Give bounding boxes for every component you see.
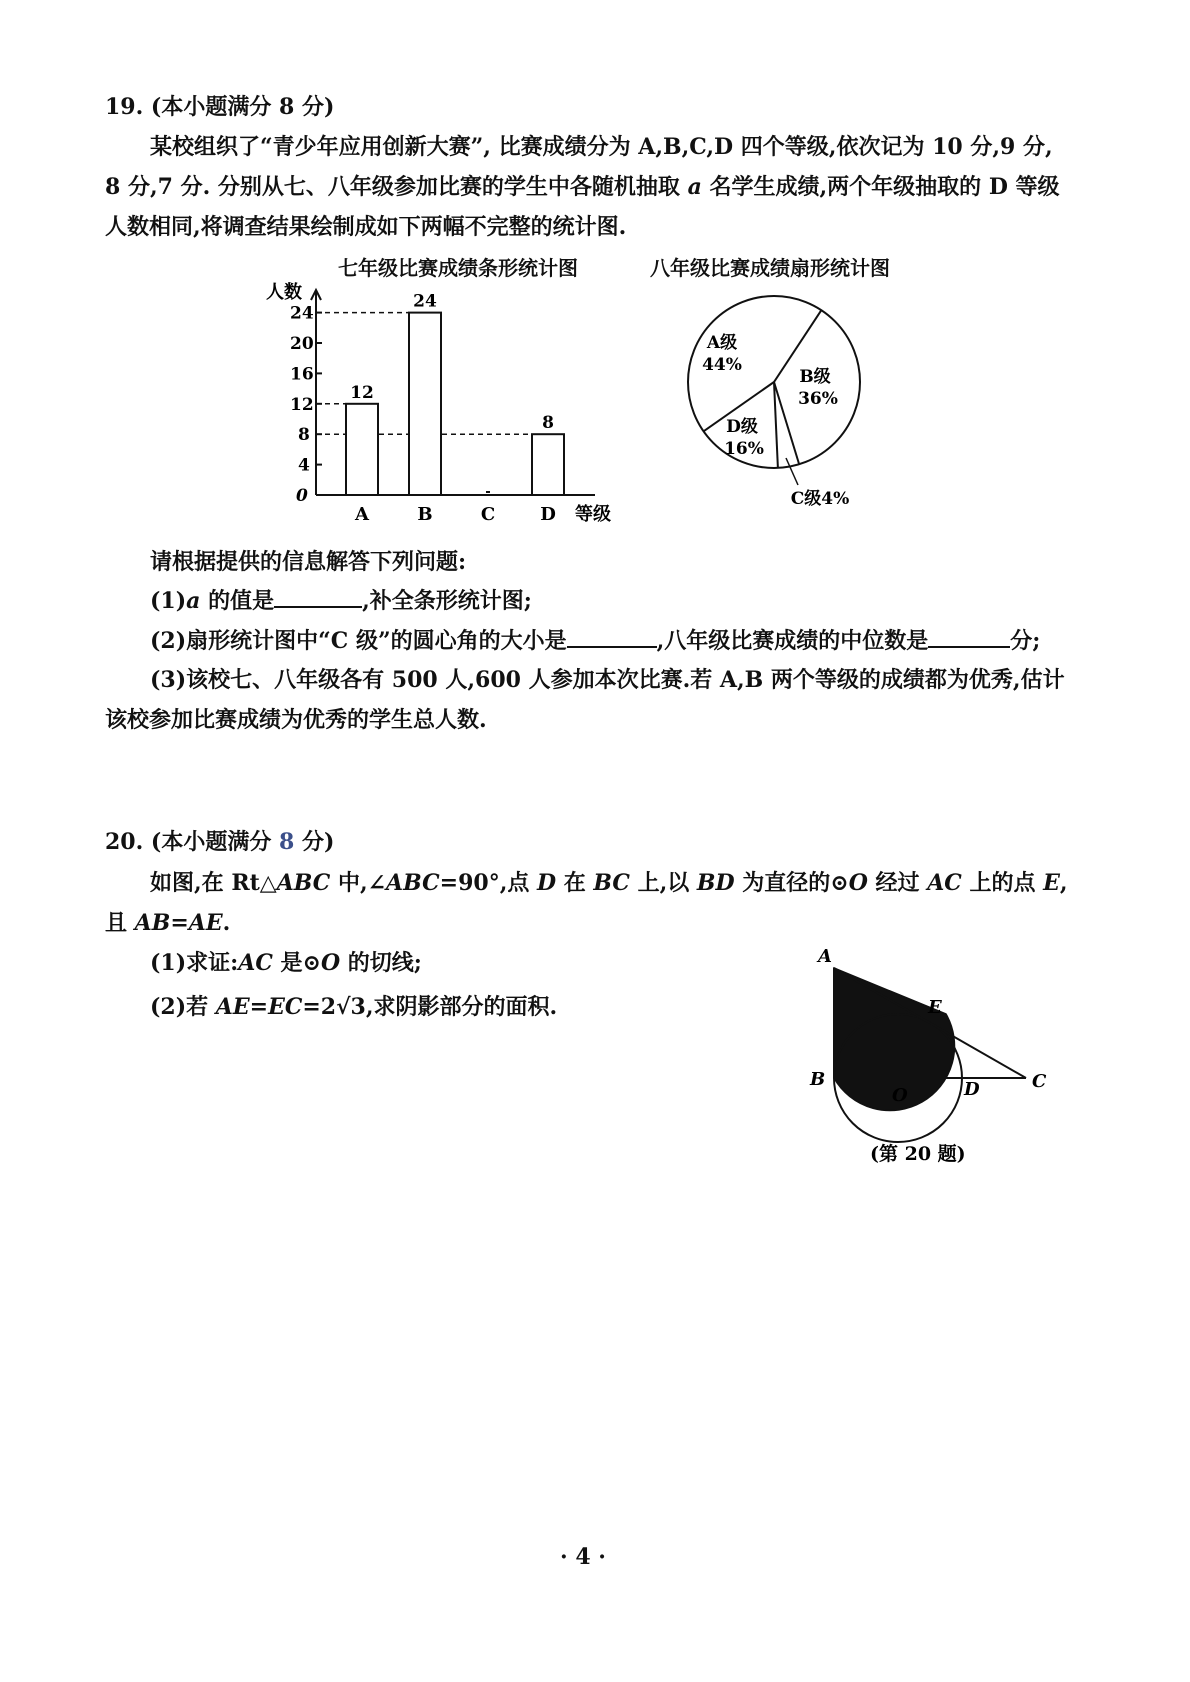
y-tick-label: 20 [290,334,314,354]
bar-d [532,434,564,495]
x-tick-label: A [355,504,369,525]
q20-sub1: (1)求证:AC 是⊙O 的切线; [150,950,422,976]
point-label-d: D [964,1079,980,1100]
answer-blank-c-angle[interactable] [567,626,657,648]
figure-caption: (第 20 题) [870,1143,966,1165]
q20-header: 20. (本小题满分 8 分) [105,829,335,855]
point-label-c: C [1032,1071,1047,1092]
answer-blank-a[interactable] [274,586,362,608]
bar-chart-title: 七年级比赛成绩条形统计图 [338,256,578,280]
q19-sub3-line1: (3)该校七、八年级各有 500 人,600 人参加本次比赛.若 A,B 两个等级的成绩都为优秀,估计 [150,667,1065,693]
q19-sub3-line2: 该校参加比赛成绩为优秀的学生总人数. [105,707,487,733]
pie-label-name: D级 [726,417,758,437]
y-tick-label: 8 [298,425,310,446]
bar-a [346,404,378,495]
x-axis-label: 等级 [575,504,611,525]
x-tick-label: B [417,504,433,525]
q19-header: 19. (本小题满分 8 分) [105,94,335,120]
answer-blank-median[interactable] [928,626,1010,648]
q19-sub1: (1)a 的值是 ,补全条形统计图; [150,588,532,614]
bar-b [409,313,441,495]
x-tick-label: D [540,504,556,525]
point-label-a: A [818,946,832,967]
pie-label-percent: 36% [798,389,838,409]
pie-label-percent: 44% [702,355,742,375]
q19-paragraph-line2: 8 分,7 分. 分别从七、八年级参加比赛的学生中各随机抽取 a 名学生成绩,两个年级抽取的 D 等级 [105,174,1060,200]
pie-chart-title: 八年级比赛成绩扇形统计图 [650,256,890,280]
bar-data-label: 24 [413,291,437,312]
pie-label-name: B级 [799,367,831,387]
q20-geometry-figure [800,935,1070,1170]
y-tick-label: 24 [290,303,314,324]
point-label-o: O [892,1085,908,1106]
grade7-bar-chart [260,280,640,535]
q19-paragraph-line3: 人数相同,将调查结果绘制成如下两幅不完整的统计图. [105,214,627,240]
q20-paragraph-line2: 且 AB=AE. [105,910,231,936]
q19-sub2: (2)扇形统计图中“C 级”的圆心角的大小是 ,八年级比赛成绩的中位数是 分; [150,628,1041,654]
q20-paragraph-line1: 如图,在 Rt△ABC 中,∠ABC=90°,点 D 在 BC 上,以 BD 为直径的⊙O 经过 AC 上的点 E, [150,870,1068,896]
pie-label-c: C级4% [790,489,850,509]
pie-label-percent: 16% [724,439,764,459]
y-axis-label: 人数 [266,282,302,303]
point-label-e: E [928,997,942,1018]
bar-data-label: 12 [350,382,374,403]
pie-label-name: A级 [706,333,738,353]
q19-instruction: 请根据提供的信息解答下列问题: [150,549,467,575]
y-tick-label: 0 [296,486,308,506]
point-label-b: B [810,1069,826,1090]
q20-sub2: (2)若 AE=EC=2√3,求阴影部分的面积. [150,994,558,1020]
bar-data-label: 8 [542,413,554,434]
y-tick-label: 16 [290,364,314,385]
y-tick-label: 12 [290,394,314,415]
grade8-pie-chart [670,290,890,520]
y-tick-label: 4 [298,455,310,476]
x-tick-label: C [480,504,496,525]
q19-paragraph-line1: 某校组织了“青少年应用创新大赛”, 比赛成绩分为 A,B,C,D 四个等级,依次记为 10 分,9 分, [150,134,1053,160]
page-number: · 4 · [560,1544,606,1570]
